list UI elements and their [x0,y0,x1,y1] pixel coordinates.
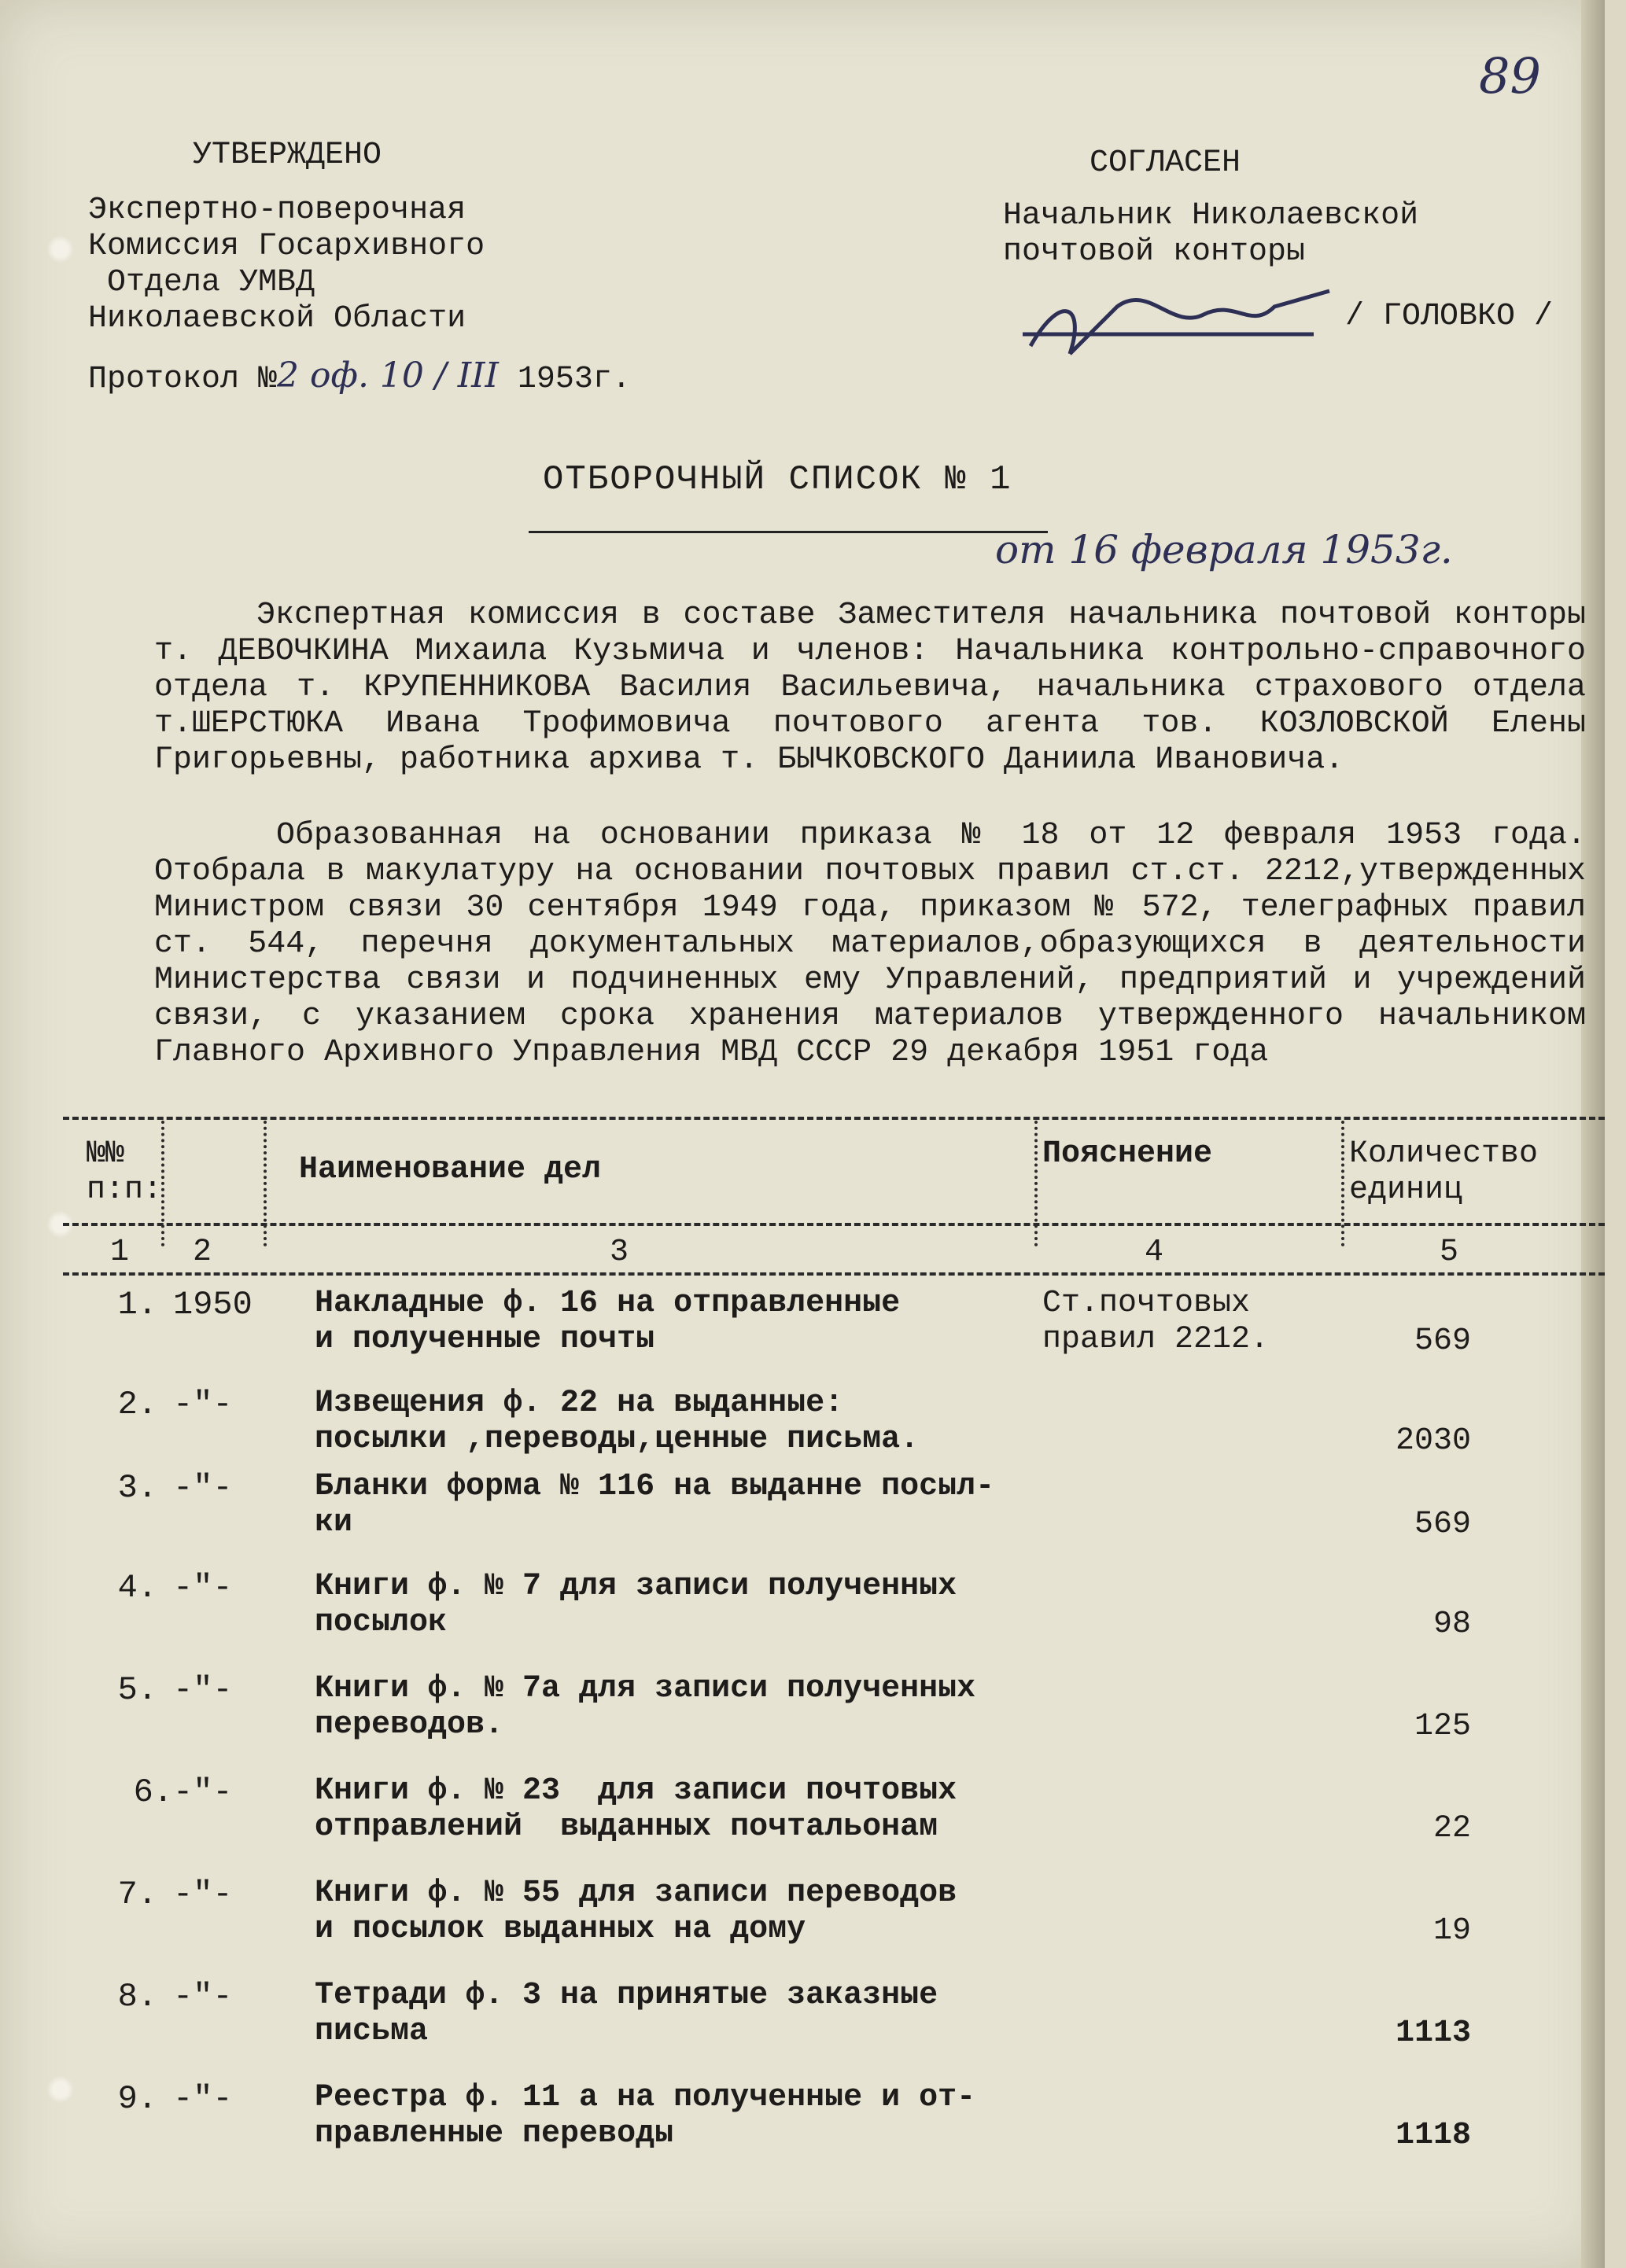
commission-paragraph [154,598,1586,779]
protocol-label: Протокол № [88,362,278,397]
table-row [0,2080,1605,2167]
document-title: ОТБОРОЧНЫЙ СПИСОК № 1 [543,460,1012,499]
row-year: 1950 [173,1286,253,1324]
row-quantity: 125 [1414,1709,1471,1744]
row-title: Извещения ф. 22 на выданные: посылки ,переводы,ценные письма. [315,1386,920,1457]
row-number: 2. [117,1386,157,1423]
col-number: 1 [110,1235,130,1270]
agreed-line: почтовой конторы [1003,234,1306,270]
title-underline [529,531,1048,533]
paragraph-text: Экспертная комиссия в составе Заместителя начальника почтовой конторы т. ДЕВОЧКИНА Михаила Кузьмича и членов: Начальника контрольно-справочного отдела т. КРУПЕННИКОВА Василия Васильевича, начальника страхового отдела т.ШЕРСТЮКА Ивана Трофимовича почтового агента тов. КОЗЛОВСКОЙ Елены Григорьевны, работника архива т. БЫЧКОВСКОГО Даниила Ивановича. [154,598,1586,778]
approved-line: Комиссия Госархивного [88,229,485,264]
table-row [0,1876,1605,1962]
agreed-line: Начальник Николаевской [1003,198,1419,234]
row-title: Книги ф. № 7а для записи полученных переводов. [315,1671,976,1743]
row-title: Книги ф. № 23 для записи почтовых отправлений выданных почтальонам [315,1773,957,1845]
basis-paragraph [154,818,1586,1071]
protocol-year: 1953г. [517,362,631,397]
row-number: 9. [117,2080,157,2118]
row-number: 6. [133,1773,173,1811]
row-year: -"- [173,1773,233,1811]
row-quantity: 1118 [1395,2118,1471,2153]
signature-scribble [1015,260,1345,385]
table-row [0,1773,1605,1860]
row-title: Тетради ф. 3 на принятые заказные письма [315,1978,938,2049]
row-year: -"- [173,1671,233,1709]
row-number: 3. [117,1469,157,1507]
row-number: 5. [117,1671,157,1709]
col-number: 5 [1440,1235,1459,1270]
row-quantity: 22 [1432,1811,1471,1846]
row-title: Книги ф. № 7 для записи полученных посылок [315,1569,957,1640]
row-year: -"- [173,1386,233,1423]
approved-line: Николаевской Области [88,301,466,337]
row-title: Книги ф. № 55 для записи переводов и посылок выданных на дому [315,1876,957,1947]
table-top-rule [63,1117,1605,1120]
row-number: 8. [117,1978,157,2016]
header-name: Наименование дел [299,1152,602,1187]
columns-rule [63,1272,1605,1276]
agreed-heading: СОГЛАСЕН [1090,145,1241,181]
column-divider [1341,1121,1344,1246]
header-rule [63,1223,1605,1226]
row-quantity: 19 [1432,1913,1471,1949]
row-year: -"- [173,1876,233,1913]
table-row [0,1978,1605,2064]
row-year: -"- [173,1978,233,2016]
approved-heading: УТВЕРЖДЕНО [193,138,382,173]
approved-line: Экспертно-поверочная [88,193,466,228]
row-number: 1. [117,1286,157,1324]
row-year: -"- [173,1469,233,1507]
header-note: Пояснение [1042,1136,1213,1172]
row-quantity: 569 [1414,1324,1471,1359]
table-row [0,1469,1605,1556]
table-row [0,1569,1605,1655]
approved-block [88,193,485,337]
row-year: -"- [173,2080,233,2118]
col-number: 2 [193,1235,212,1270]
row-note: Ст.почтовых правил 2212. [1042,1286,1270,1357]
row-title: Бланки форма № 116 на выданне посыл- ки [315,1469,995,1541]
row-quantity: 569 [1414,1507,1471,1542]
table-row [0,1286,1605,1372]
col-number: 4 [1145,1235,1164,1270]
row-year: -"- [173,1569,233,1607]
header-qty: Количество единиц [1349,1136,1539,1208]
paragraph-text: Образованная на основании приказа № 18 от 12 февраля 1953 года. Отобрала в макулатуру на основании почтовых правил ст.ст. 2212,утвержденных Министром связи 30 сентября 1949 года, приказом № 572, телеграфных правил ст. 544, перечня документальных материалов,образующихся в деятельности Министерства связи и подчиненных ему Управлений, предприятий и учреждений связи, с указанием срока хранения материалов утвержденного начальником Главного Архивного Управления МВД СССР 29 декабря 1951 года [154,818,1586,1070]
page-number: 89 [1479,47,1541,105]
row-number: 4. [117,1569,157,1607]
row-number: 7. [117,1876,157,1913]
header-num: №№ п:п: [87,1136,163,1208]
punch-hole [47,236,74,263]
column-divider [264,1121,267,1246]
protocol-number: 2 оф. 10 / III [277,355,499,396]
col-number: 3 [610,1235,629,1270]
row-quantity: 98 [1432,1607,1471,1642]
agreed-signature: / ГОЛОВКО / [1345,299,1554,334]
row-title: Накладные ф. 16 на отправленные и полученные почты [315,1286,901,1357]
table-row [0,1671,1605,1758]
row-quantity: 1113 [1395,2016,1471,2051]
handwritten-date: от 16 февраля 1953г. [995,527,1453,573]
table-row [0,1386,1605,1472]
approved-line: Отдела УМВД [88,265,315,300]
column-divider [1034,1121,1038,1246]
row-quantity: 2030 [1395,1423,1471,1459]
row-title: Реестра ф. 11 а на полученные и от- правленные переводы [315,2080,976,2152]
protocol-line [88,355,631,398]
